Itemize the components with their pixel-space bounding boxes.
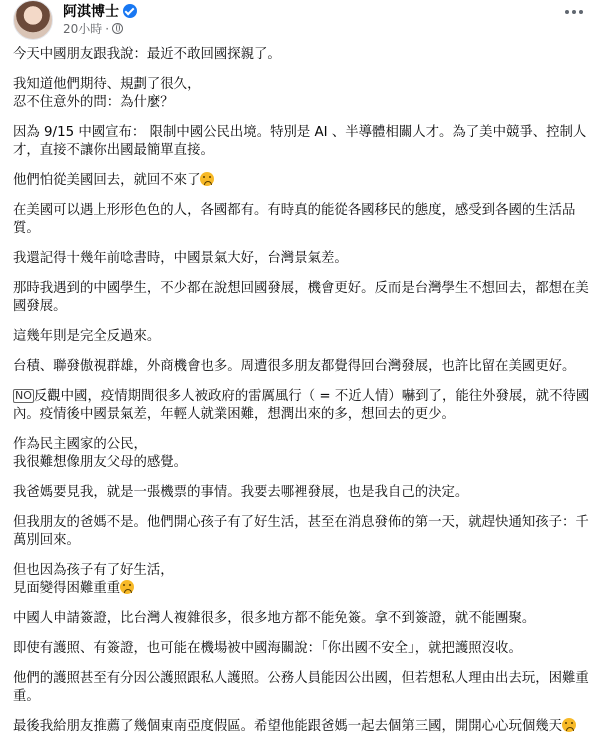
paragraph: 他們怕從美國回去，就回不來了 — [13, 172, 595, 190]
post-time[interactable]: 20小時 — [63, 22, 103, 36]
paragraph: 這幾年則是完全反過來。 — [13, 329, 161, 344]
paragraph: 作為民主國家的公民， 我很難想像朋友父母的感覺。 — [13, 437, 188, 470]
avatar[interactable] — [13, 0, 53, 40]
author-row — [63, 1, 137, 21]
paragraph: 今天中國朋友跟我說：最近不敢回國探親了。 — [13, 47, 281, 62]
paragraph: 我知道他們期待、規劃了很久， 忍不住意外的問：為什麼？ — [13, 77, 201, 110]
paragraph: 中國人申請簽證，比台灣人複雜很多，很多地方都不能免簽。拿不到簽證，就不能團聚。 — [13, 611, 536, 626]
paragraph: 因為 9/15 中國宣布： 限制中國公民出境。特別是 AI 、半導體相關人才。為了美中競爭、控制人才，直接不讓你出國最簡單直接。 — [13, 125, 587, 158]
verified-badge-icon — [123, 4, 137, 18]
paragraph: 但也因為孩子有了好生活， 見面變得困難重重 — [13, 563, 174, 596]
post-header — [13, 0, 595, 42]
sad-face-emoji — [120, 580, 134, 594]
paragraph: 最後我給朋友推薦了幾個東南亞度假區。希望他能跟爸媽一起去個第三國，開開心心玩個幾天 — [13, 718, 595, 736]
sad-face-emoji — [562, 718, 576, 732]
paragraph: 我還記得十幾年前唸書時，中國景氣大好，台灣景氣差。 — [13, 251, 348, 266]
meta-separator: · — [105, 21, 110, 36]
paragraph: 他們的護照甚至有分因公護照跟私人護照。公務人員能因公出國，但若想私人理由出去玩，困難重重。 — [13, 671, 589, 704]
paragraph: 我爸媽要見我，就是一張機票的事情。我要去哪裡發展，也是我自己的決定。 — [13, 485, 469, 500]
globe-icon[interactable] — [112, 23, 123, 34]
paragraph: 那時我遇到的中國學生，不少都在說想回國發展，機會更好。反而是台灣學生不想回去，都想在美國發展。 — [13, 281, 589, 314]
no-symbol-icon: NO — [15, 389, 32, 402]
paragraph: 即使有護照、有簽證，也可能在機場被中國海關說：「你出國不安全」，就把護照沒收。 — [13, 641, 522, 656]
author-name[interactable]: 阿淇博士 — [63, 4, 119, 20]
post-meta — [63, 20, 123, 37]
paragraph: 但我朋友的爸媽不是。他們開心孩子有了好生活，甚至在消息發佈的第一天，就趕快通知孩子：千萬別回來。 — [13, 515, 589, 548]
paragraph: 在美國可以遇上形形色色的人，各國都有。有時真的能從各國移民的態度，感受到各國的生活品質。 — [13, 203, 576, 236]
paragraph: 台積、聯發傲視群雄，外商機會也多。周遭很多朋友都覺得回台灣發展，也許比留在美國更好。 — [13, 359, 576, 374]
paragraph: NO 反觀中國，疫情期間很多人被政府的雷厲風行（ = 不近人情）嚇到了，能往外發展，就不待國內。疫情後中國景氣差，年輕人就業困難，想潤出來的多，想回去的更少。 — [13, 389, 590, 422]
more-options-icon[interactable] — [565, 10, 583, 14]
sad-face-emoji — [200, 172, 214, 186]
post-body — [13, 46, 595, 748]
